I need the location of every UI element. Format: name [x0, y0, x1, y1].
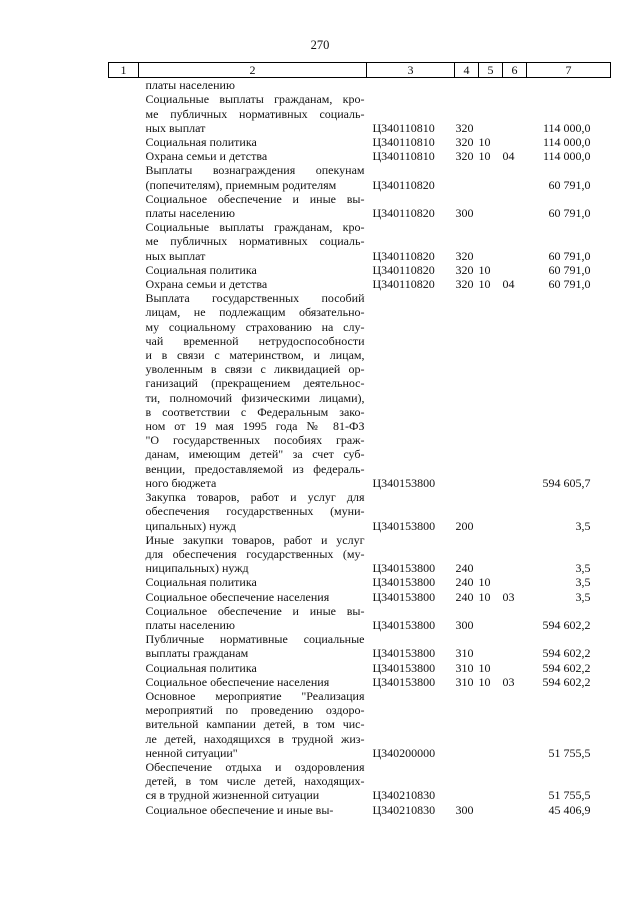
- table-row: [109, 760, 611, 803]
- target-article-cell: Ц340153800: [372, 617, 436, 632]
- item-name-cell: [139, 533, 367, 576]
- item-name-cell: [139, 220, 367, 263]
- table-row: [109, 533, 611, 576]
- item-name-cell: [139, 78, 367, 93]
- subsection-cell: [503, 604, 527, 632]
- subsection-cell: [503, 78, 527, 93]
- item-name-line: Социальная политика: [145, 575, 257, 590]
- amount-cell: 51 755,5: [548, 745, 591, 760]
- item-name-line: Социальное обеспечение населения: [145, 589, 330, 604]
- section-cell: [479, 604, 503, 632]
- expense-type-cell: 310: [455, 646, 474, 661]
- item-name-line: ных выплат: [145, 120, 206, 135]
- amount-cell: 594 602,2: [542, 674, 591, 689]
- item-name-cell: [139, 661, 367, 675]
- expense-type-cell: 310: [455, 674, 474, 689]
- item-name-line: Социальная политика: [145, 660, 257, 675]
- column-number: 5: [479, 63, 503, 78]
- column-number: 6: [503, 63, 527, 78]
- row-number-cell: [109, 92, 139, 135]
- item-name-line: Охрана семьи и детства: [145, 277, 268, 292]
- item-name-cell: [139, 149, 367, 163]
- table-row: [109, 803, 611, 817]
- subsection-cell: [503, 490, 527, 533]
- row-number-cell: [109, 277, 139, 291]
- table-header: [109, 63, 611, 78]
- row-number-cell: [109, 135, 139, 149]
- table-row: [109, 220, 611, 263]
- item-name-line: выплаты гражданам: [145, 646, 249, 661]
- item-name-line: в соответствии с Федеральным зако-: [145, 404, 365, 419]
- subsection-cell: [503, 263, 527, 277]
- item-name-cell: [139, 92, 367, 135]
- item-name-line: мероприятий по проведению оздоро-: [145, 703, 365, 718]
- row-number-cell: [109, 163, 139, 191]
- expense-type-cell: 240: [455, 589, 474, 604]
- table-row: [109, 263, 611, 277]
- row-number-cell: [109, 760, 139, 803]
- amount-cell: [527, 78, 611, 93]
- amount-cell: 594 605,7: [542, 475, 591, 490]
- column-number: 1: [109, 63, 139, 78]
- item-name-line: Социальное обеспечение населения: [145, 674, 330, 689]
- row-number-cell: [109, 192, 139, 220]
- item-name-cell: [139, 803, 367, 817]
- section-cell: 10: [478, 149, 491, 164]
- item-name-cell: [139, 135, 367, 149]
- subsection-cell: [503, 163, 527, 191]
- item-name-line: ле детей, находящихся в трудной жиз-: [145, 731, 365, 746]
- row-number-cell: [109, 632, 139, 660]
- expense-type-cell: 300: [455, 206, 474, 221]
- section-cell: [479, 533, 503, 576]
- row-number-cell: [109, 803, 139, 817]
- target-article-cell: Ц340110820: [372, 206, 435, 221]
- item-name-line: Социальная политика: [145, 262, 257, 277]
- item-name-line: Охрана семьи и детства: [145, 149, 268, 164]
- target-article-cell: Ц340153800: [372, 518, 436, 533]
- item-name-line: Социальные выплаты гражданам, кро-: [145, 220, 365, 235]
- item-name-cell: [139, 604, 367, 632]
- target-article-cell: Ц340153800: [372, 646, 436, 661]
- amount-cell: 60 791,0: [548, 262, 591, 277]
- subsection-cell: 03: [502, 589, 515, 604]
- table-row: [109, 163, 611, 191]
- target-article-cell: Ц340153800: [372, 660, 436, 675]
- subsection-cell: [503, 192, 527, 220]
- section-cell: [479, 803, 503, 817]
- target-article-cell: Ц340110810: [372, 120, 435, 135]
- column-number: 4: [455, 63, 479, 78]
- item-name-line: для обеспечения государственных (му-: [145, 546, 365, 561]
- column-number: 2: [139, 63, 367, 78]
- target-article-cell: Ц340110820: [372, 262, 435, 277]
- subsection-cell: [503, 661, 527, 675]
- item-name-cell: [139, 192, 367, 220]
- amount-cell: 60 791,0: [548, 206, 591, 221]
- item-name-line: чай временной нетрудоспособности: [145, 333, 365, 348]
- section-cell: 10: [478, 277, 491, 292]
- expense-type-cell: 200: [455, 518, 474, 533]
- item-name-line: ся в трудной жизненной ситуации: [145, 788, 320, 803]
- amount-cell: 51 755,5: [548, 788, 591, 803]
- subsection-cell: [503, 92, 527, 135]
- item-name-cell: [139, 590, 367, 604]
- subsection-cell: [503, 575, 527, 589]
- table-row: [109, 135, 611, 149]
- amount-cell: 114 000,0: [542, 120, 591, 135]
- expense-type-cell: 320: [455, 135, 474, 150]
- subsection-cell: [503, 220, 527, 263]
- section-cell: 10: [478, 674, 491, 689]
- item-name-line: лицам, не подлежащим обязательно-: [145, 305, 365, 320]
- budget-table: [108, 62, 611, 817]
- expense-type-cell: 300: [455, 617, 474, 632]
- item-name-line: ти, полномочий физическими лицами),: [145, 390, 365, 405]
- expense-type-cell: [455, 163, 479, 191]
- target-article-cell: Ц340153800: [372, 674, 436, 689]
- item-name-line: детей, в том числе детей, находящих-: [145, 774, 365, 789]
- item-name-line: платы населению: [145, 617, 235, 632]
- item-name-line: венции, предоставляемой из федераль-: [145, 461, 365, 476]
- expense-type-cell: [455, 291, 479, 490]
- item-name-cell: [139, 291, 367, 490]
- amount-cell: 3,5: [575, 518, 591, 533]
- table-row: [109, 590, 611, 604]
- row-number-cell: [109, 263, 139, 277]
- target-article-cell: Ц340210830: [372, 788, 436, 803]
- target-article-cell: Ц340110820: [372, 248, 435, 263]
- item-name-line: Социальная политика: [145, 135, 257, 150]
- table-row: [109, 78, 611, 93]
- section-cell: [479, 490, 503, 533]
- subsection-cell: 04: [502, 149, 515, 164]
- item-name-cell: [139, 263, 367, 277]
- target-article-cell: Ц340110820: [372, 177, 435, 192]
- expense-type-cell: 320: [455, 262, 474, 277]
- row-number-cell: [109, 590, 139, 604]
- item-name-line: ного бюджета: [145, 475, 217, 490]
- item-name-line: ниципальных) нужд: [145, 561, 249, 576]
- section-cell: [479, 632, 503, 660]
- amount-cell: 60 791,0: [548, 177, 591, 192]
- page-number: 270: [310, 38, 330, 52]
- row-number-cell: [109, 604, 139, 632]
- table-row: [109, 490, 611, 533]
- section-cell: 10: [478, 135, 491, 150]
- expense-type-cell: [455, 689, 479, 760]
- subsection-cell: [503, 533, 527, 576]
- target-article-cell: Ц340110820: [372, 277, 435, 292]
- item-name-cell: [139, 689, 367, 760]
- item-name-line: Закупка товаров, работ и услуг для: [145, 490, 365, 505]
- table-row: [109, 661, 611, 675]
- item-name-line: му социальному страхованию на слу-: [145, 319, 365, 334]
- table-row: [109, 632, 611, 660]
- expense-type-cell: 310: [455, 660, 474, 675]
- item-name-line: ненной ситуации": [145, 745, 238, 760]
- row-number-cell: [109, 220, 139, 263]
- item-name-line: ных выплат: [145, 248, 206, 263]
- target-article-cell: Ц340153800: [372, 589, 436, 604]
- amount-cell: 3,5: [575, 589, 591, 604]
- expense-type-cell: 320: [455, 248, 474, 263]
- amount-cell: 60 791,0: [548, 277, 591, 292]
- target-article-cell: Ц340210830: [372, 802, 436, 817]
- section-cell: 10: [478, 575, 491, 590]
- item-name-cell: [139, 490, 367, 533]
- table-row: [109, 92, 611, 135]
- expense-type-cell: 300: [455, 802, 474, 817]
- amount-cell: 114 000,0: [542, 135, 591, 150]
- amount-cell: 594 602,2: [542, 646, 591, 661]
- item-name-line: Социальное обеспечение и иные вы-: [145, 191, 365, 206]
- row-number-cell: [109, 291, 139, 490]
- amount-cell: 3,5: [575, 575, 591, 590]
- row-number-cell: [109, 661, 139, 675]
- expense-type-cell: 320: [455, 120, 474, 135]
- expense-type-cell: 240: [455, 561, 474, 576]
- subsection-cell: [503, 291, 527, 490]
- item-name-line: вительной кампании детей, в том чис-: [145, 717, 365, 732]
- amount-cell: 594 602,2: [542, 660, 591, 675]
- section-cell: [479, 760, 503, 803]
- subsection-cell: 04: [502, 277, 515, 292]
- section-cell: 10: [478, 589, 491, 604]
- expense-type-cell: [455, 760, 479, 803]
- section-cell: [479, 689, 503, 760]
- target-article-cell: [367, 78, 455, 93]
- item-name-line: и в связи с материнством, и лицам,: [145, 348, 365, 363]
- expense-type-cell: [455, 78, 479, 93]
- column-number-row: [109, 63, 611, 78]
- item-name-line: ципальных) нужд: [145, 518, 236, 533]
- row-number-cell: [109, 149, 139, 163]
- row-number-cell: [109, 675, 139, 689]
- section-cell: [479, 192, 503, 220]
- expense-type-cell: 320: [455, 149, 474, 164]
- section-cell: [479, 92, 503, 135]
- item-name-line: данам, имеющим детей" за счет суб-: [145, 447, 365, 462]
- table-row: [109, 689, 611, 760]
- table-row: [109, 291, 611, 490]
- subsection-cell: [503, 689, 527, 760]
- item-name-cell: [139, 277, 367, 291]
- subsection-cell: [503, 803, 527, 817]
- target-article-cell: Ц340153800: [372, 575, 436, 590]
- section-cell: 10: [478, 262, 491, 277]
- amount-cell: 3,5: [575, 561, 591, 576]
- table-row: [109, 575, 611, 589]
- section-cell: [479, 163, 503, 191]
- section-cell: [479, 220, 503, 263]
- row-number-cell: [109, 533, 139, 576]
- item-name-line: Выплаты вознаграждения опекунам: [145, 163, 365, 178]
- amount-cell: 45 406,9: [548, 802, 591, 817]
- row-number-cell: [109, 78, 139, 93]
- table-row: [109, 675, 611, 689]
- subsection-cell: [503, 760, 527, 803]
- table-row: [109, 192, 611, 220]
- item-name-line: "О государственных пособиях граж-: [145, 433, 365, 448]
- subsection-cell: [503, 135, 527, 149]
- target-article-cell: Ц340200000: [372, 745, 436, 760]
- item-name-line: ме публичных нормативных социаль-: [145, 234, 365, 249]
- item-name-line: уволенным в связи с ликвидацией ор-: [145, 362, 365, 377]
- item-name-line: Социальные выплаты гражданам, кро-: [145, 92, 365, 107]
- target-article-cell: Ц340110810: [372, 149, 435, 164]
- table-row: [109, 604, 611, 632]
- column-number: 3: [367, 63, 455, 78]
- table-body: [109, 78, 611, 817]
- table-row: [109, 277, 611, 291]
- amount-cell: 114 000,0: [542, 149, 591, 164]
- column-number: 7: [527, 63, 611, 78]
- item-name-line: ме публичных нормативных социаль-: [145, 106, 365, 121]
- item-name-line: платы населению: [145, 206, 235, 221]
- table-row: [109, 149, 611, 163]
- expense-type-cell: 320: [455, 277, 474, 292]
- target-article-cell: Ц340110810: [372, 135, 435, 150]
- item-name-line: Обеспечение отдыха и оздоровления: [145, 759, 365, 774]
- amount-cell: 60 791,0: [548, 248, 591, 263]
- item-name-line: Социальное обеспечение и иные вы-: [145, 603, 365, 618]
- expense-type-cell: 240: [455, 575, 474, 590]
- row-number-cell: [109, 490, 139, 533]
- item-name-line: обеспечения государственных (муни-: [145, 504, 365, 519]
- target-article-cell: Ц340153800: [372, 561, 436, 576]
- item-name-cell: [139, 163, 367, 191]
- item-name-line: Публичные нормативные социальные: [145, 632, 365, 647]
- section-cell: 10: [478, 660, 491, 675]
- subsection-cell: [503, 632, 527, 660]
- item-name-line: Выплата государственных пособий: [145, 291, 365, 306]
- item-name-line: Основное мероприятие "Реализация: [145, 688, 365, 703]
- item-name-line: ном от 19 мая 1995 года № 81-ФЗ: [145, 419, 365, 434]
- item-name-cell: [139, 575, 367, 589]
- item-name-cell: [139, 675, 367, 689]
- row-number-cell: [109, 575, 139, 589]
- item-name-line: Иные закупки товаров, работ и услуг: [145, 532, 365, 547]
- subsection-cell: 03: [502, 674, 515, 689]
- item-name-line: ганизаций (прекращением деятельнос-: [145, 376, 365, 391]
- item-name-line: Социальное обеспечение и иные вы-: [145, 802, 334, 817]
- target-article-cell: Ц340153800: [372, 475, 436, 490]
- item-name-cell: [139, 632, 367, 660]
- row-number-cell: [109, 689, 139, 760]
- item-name-cell: [139, 760, 367, 803]
- item-name-line: платы населению: [145, 78, 235, 93]
- section-cell: [479, 291, 503, 490]
- amount-cell: 594 602,2: [542, 617, 591, 632]
- item-name-line: (попечителям), приемным родителям: [145, 177, 337, 192]
- section-cell: [479, 78, 503, 93]
